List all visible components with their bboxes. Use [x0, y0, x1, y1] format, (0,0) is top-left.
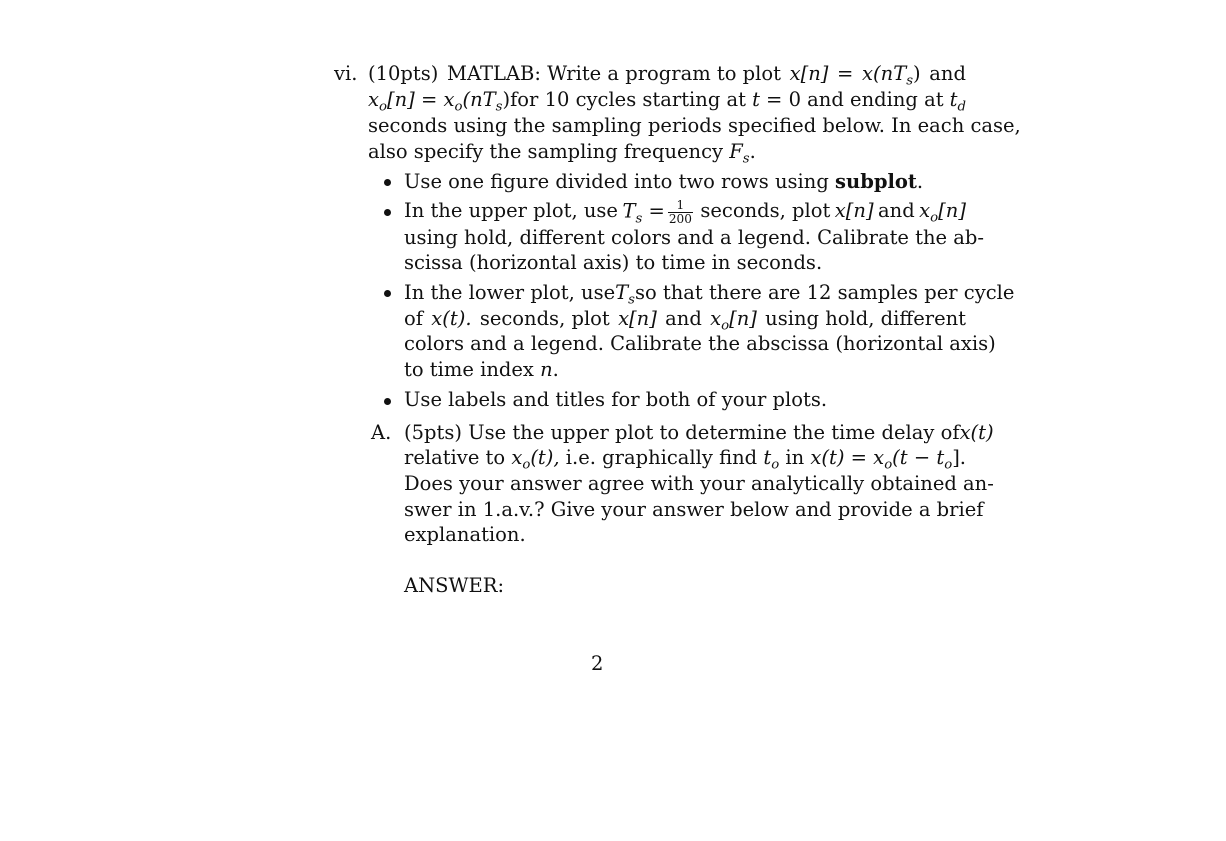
bullet-3-line-1: In the lower plot, use $T_s$ so that there are 12 samples per cycle — [404, 281, 1015, 308]
eq-xo-def: $x_o[n] = x_o(nT_s)for$ 10 cycles starting at — [368, 88, 746, 115]
problem-line-2 — [368, 88, 966, 115]
bullet-3-line-4: to time index n. — [404, 358, 559, 381]
bullet-3-line-2: of x(t). seconds, plot x[n] and $x_o[n]$ using hold, different — [404, 307, 966, 334]
problem-line-3: seconds using the sampling periods specified below. In each case, — [368, 114, 1021, 137]
bullet-dot — [384, 398, 391, 405]
subplot-keyword: subplot — [835, 170, 917, 193]
problem-number: vi. — [334, 62, 358, 85]
ts-equals-frac: $T_s$ = $\frac{1}{200}$ — [622, 198, 692, 227]
problem-lead: MATLAB: Write a program to plot — [447, 62, 781, 85]
bullet-2-line-2: using hold, different colors and a legend. Calibrate the ab- — [404, 226, 984, 249]
var-t: t — [752, 88, 760, 111]
var-td: $t_d$ — [949, 88, 966, 115]
part-a-line-2: relative to $x_o(t)$, i.e. graphically find $t_o$ in $x(t) = x_o(t - t_o]$. — [404, 446, 966, 473]
part-a-label: A. — [371, 421, 392, 444]
part-a-line-3: Does your answer agree with your analytically obtained an- — [404, 472, 994, 495]
bullet-dot — [384, 290, 391, 297]
problem-line-1 — [368, 62, 966, 89]
part-a-line-4: swer in 1.a.v.? Give your answer below and provide a brief — [404, 498, 984, 521]
problem-and: and — [929, 62, 966, 85]
start-end-text: = 0 and ending at — [766, 88, 944, 111]
eq-equals: = — [837, 62, 854, 85]
bullet-dot — [384, 179, 391, 186]
answer-label: ANSWER: — [404, 574, 505, 597]
problem-line-4: also specify the sampling frequency $F_s$. — [368, 140, 756, 167]
bullet-2-line-3: scissa (horizontal axis) to time in seconds. — [404, 251, 823, 274]
fraction: $\frac{1}{200}$ — [668, 198, 692, 226]
part-a-line-1: (5pts) Use the upper plot to determine the time delay of x(t) — [404, 421, 994, 444]
eq-x-n: x[n] — [789, 62, 829, 85]
problem-points: (10pts) — [368, 62, 439, 85]
bullet-2-line-1: In the upper plot, use $T_s$ = $\frac{1}{200}$ seconds, plot x[n] and $x_o[n]$ — [404, 198, 966, 227]
page-number: 2 — [591, 652, 604, 675]
bullet-4: Use labels and titles for both of your plots. — [404, 388, 828, 411]
bullet-dot — [384, 209, 391, 216]
eq-x-nts: $x(nT_s)$ — [862, 62, 921, 89]
part-a-line-5: explanation. — [404, 523, 526, 546]
bullet-3-line-3: colors and a legend. Calibrate the abscissa (horizontal axis) — [404, 332, 996, 355]
bullet-1: Use one figure divided into two rows using subplot. — [404, 170, 924, 193]
